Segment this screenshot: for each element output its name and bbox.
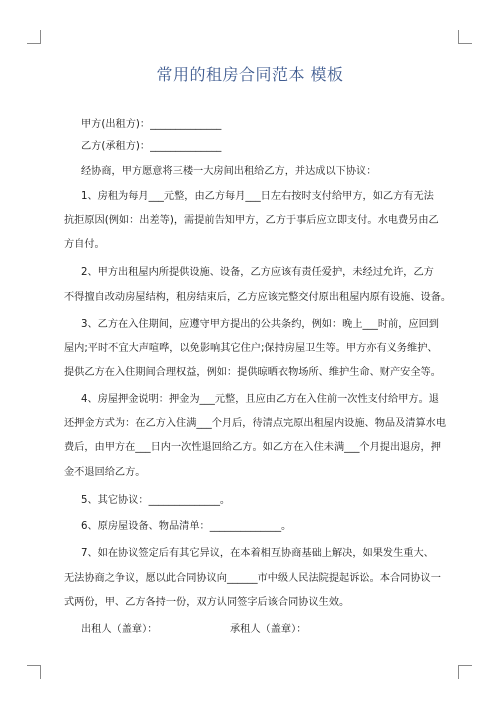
party-b-line: 乙方(承租方)：______________: [81, 141, 222, 152]
clause-1-line-2: 抗拒原因(例如：出差等)，需提前告知甲方，乙方于事后应立即支付。水电费另由乙: [64, 215, 439, 226]
clause-1-line-1: 1、房租为每月___元整，由乙方每月___日左右按时支付给甲方，如乙方有无法: [81, 191, 434, 202]
crop-mark-top-right: [458, 30, 472, 44]
clause-7-line-2: 无法协商之争议，愿以此合同协议向______市中级人民法院提起诉讼。本合同协议一: [64, 573, 441, 584]
clause-3-line-1: 3、乙方在入住期间，应遵守甲方提出的公共条约，例如：晚上___时前，应回到: [81, 319, 439, 330]
lessor-signature-label: 出租人（盖章）：: [81, 624, 158, 635]
crop-mark-top-left: [27, 30, 41, 44]
clause-4-line-3: 费后，由甲方在___日内一次性退回给乙方。如乙方在入住未满___个月提出退房，押: [64, 442, 441, 453]
clause-7-line-3: 式两份，甲、乙方各持一份，双方认同签字后该合同协议生效。: [64, 597, 350, 608]
document-title: 常用的租房合同范本 模板: [156, 65, 344, 84]
crop-mark-bottom-right: [458, 665, 472, 679]
clause-4-line-1: 4、房屋押金说明：押金为___元整，且应由乙方在入住前一次性支付给甲方。退: [81, 394, 439, 405]
intro-line: 经协商，甲方愿意将三楼一大房间出租给乙方，并达成以下协议：: [81, 166, 377, 177]
clause-7-line-1: 7、如在协议签定后有其它异议，在本着相互协商基础上解决，如果发生重大、: [81, 548, 434, 559]
clause-1-line-3: 方自付。: [64, 239, 105, 250]
clause-5-line: 5、其它协议：______________。: [81, 495, 231, 506]
crop-mark-bottom-left: [27, 665, 41, 679]
clause-4-line-4: 金不退回给乙方。: [64, 467, 146, 478]
clause-4-line-2: 还押金方式为：在乙方入住满___个月后，待清点完原出租屋内设施、物品及清算水电: [64, 418, 447, 429]
clause-3-line-2: 屋内;平时不宜大声喧哗，以免影响其它住户;保持房屋卫生等。甲方亦有义务维护、: [64, 343, 438, 354]
clause-3-line-3: 提供乙方在入住期间合理权益，例如：提供晾晒衣物场所、维护生命、财产安全等。: [64, 367, 441, 378]
clause-6-line: 6、原房屋设备、物品清单：______________。: [81, 521, 292, 532]
clause-2-line-1: 2、甲方出租屋内所提供设施、设备，乙方应该有责任爱护，未经过允许，乙方: [81, 267, 434, 278]
lessee-signature-label: 承租人（盖章）：: [230, 624, 307, 635]
clause-2-line-2: 不得擅自改动房屋结构，租房结束后，乙方应该完整交付原出租屋内原有设施、设备。: [64, 292, 452, 303]
party-a-line: 甲方(出租方)：______________: [81, 119, 222, 130]
